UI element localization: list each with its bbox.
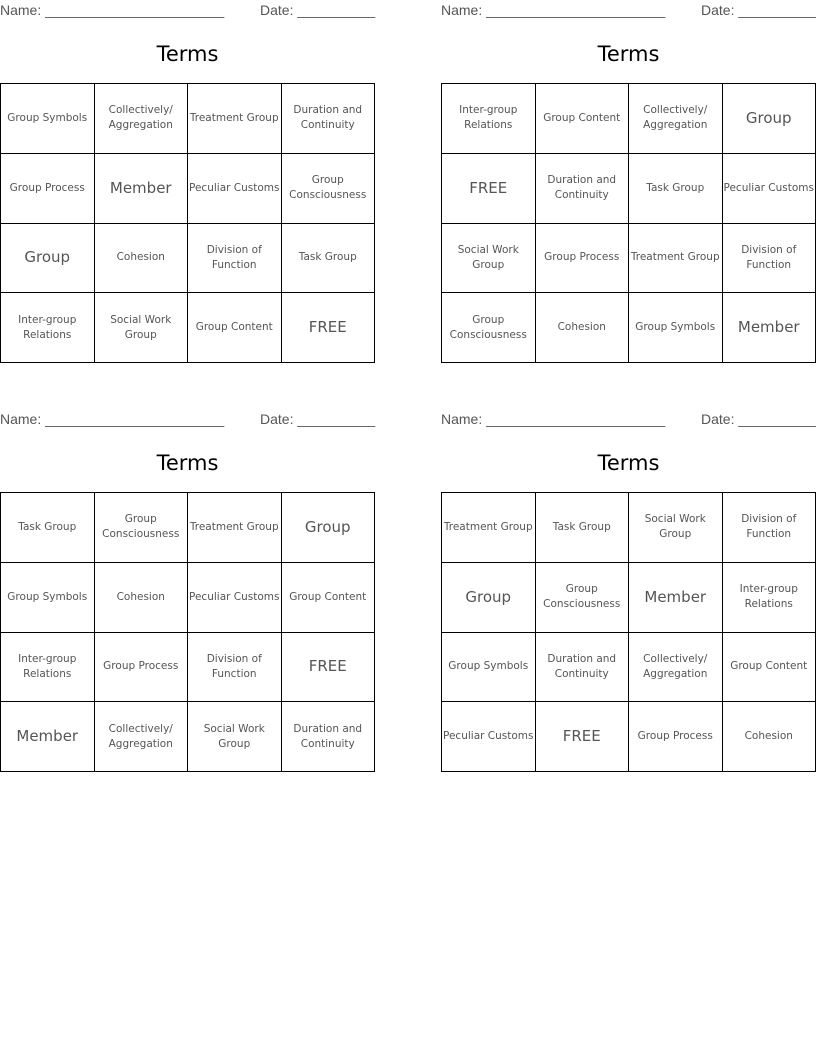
free-space-cell: FREE xyxy=(536,702,630,772)
bingo-cell: Social Work Group xyxy=(442,224,536,294)
bingo-cell: Inter-group Relations xyxy=(1,293,95,363)
free-space-cell: FREE xyxy=(282,293,376,363)
free-space-cell: FREE xyxy=(442,154,536,224)
bingo-cell: Group Process xyxy=(536,224,630,294)
bingo-cell: Peculiar Customs xyxy=(723,154,816,224)
card-title: Terms xyxy=(156,451,219,475)
name-line: Name: _______________________ xyxy=(441,2,666,18)
bingo-cell: Group Process xyxy=(95,633,189,703)
bingo-cell: Member xyxy=(629,563,723,633)
card-title: Terms xyxy=(156,42,219,66)
bingo-cell: Group Symbols xyxy=(442,633,536,703)
bingo-cell: Social Work Group xyxy=(188,702,282,772)
bingo-cell: Group Content xyxy=(536,84,630,154)
bingo-cell: Member xyxy=(95,154,189,224)
bingo-card-2 xyxy=(441,0,816,341)
bingo-cell: Group Process xyxy=(629,702,723,772)
bingo-cell: Duration and Continuity xyxy=(536,633,630,703)
bingo-cell: Group Symbols xyxy=(1,84,95,154)
date-line: Date: __________ xyxy=(701,411,816,427)
card-header xyxy=(0,0,375,24)
bingo-cell: Task Group xyxy=(629,154,723,224)
card-header xyxy=(441,409,816,433)
bingo-grid xyxy=(0,83,375,363)
name-line: Name: _______________________ xyxy=(441,411,666,427)
bingo-cell: Collectively/ Aggregation xyxy=(95,84,189,154)
date-line: Date: __________ xyxy=(260,2,376,18)
bingo-cell: Inter-group Relations xyxy=(723,563,816,633)
bingo-cell: Treatment Group xyxy=(188,84,282,154)
card-title: Terms xyxy=(597,451,660,475)
bingo-card-1 xyxy=(0,0,376,341)
free-space-cell: FREE xyxy=(282,633,376,703)
bingo-cell: Group Process xyxy=(1,154,95,224)
bingo-cell: Group Consciousness xyxy=(282,154,376,224)
bingo-cell: Group xyxy=(442,563,536,633)
bingo-grid xyxy=(441,492,816,772)
bingo-cell: Member xyxy=(723,293,816,363)
bingo-cell: Treatment Group xyxy=(188,493,282,563)
bingo-cell: Duration and Continuity xyxy=(536,154,630,224)
name-line: Name: _______________________ xyxy=(0,2,225,18)
card-title: Terms xyxy=(597,42,660,66)
bingo-cell: Social Work Group xyxy=(95,293,189,363)
bingo-cell: Group Symbols xyxy=(629,293,723,363)
bingo-cell: Group Consciousness xyxy=(95,493,189,563)
bingo-cell: Task Group xyxy=(282,224,376,294)
bingo-cell: Member xyxy=(1,702,95,772)
bingo-cell: Peculiar Customs xyxy=(188,154,282,224)
bingo-cell: Group Content xyxy=(723,633,816,703)
name-line: Name: _______________________ xyxy=(0,411,225,427)
bingo-cell: Cohesion xyxy=(723,702,816,772)
bingo-cell: Group xyxy=(282,493,376,563)
bingo-cell: Cohesion xyxy=(95,224,189,294)
date-line: Date: __________ xyxy=(701,2,816,18)
bingo-cell: Cohesion xyxy=(536,293,630,363)
bingo-cell: Cohesion xyxy=(95,563,189,633)
card-header xyxy=(0,409,375,433)
bingo-cell: Peculiar Customs xyxy=(188,563,282,633)
bingo-cell: Peculiar Customs xyxy=(442,702,536,772)
bingo-card-3 xyxy=(0,409,376,750)
bingo-card-4 xyxy=(441,409,816,746)
bingo-cell: Group Symbols xyxy=(1,563,95,633)
bingo-cell: Group Content xyxy=(282,563,376,633)
bingo-cell: Group xyxy=(723,84,816,154)
bingo-cell: Division of Function xyxy=(188,633,282,703)
bingo-cell: Treatment Group xyxy=(442,493,536,563)
bingo-cell: Division of Function xyxy=(723,224,816,294)
bingo-cell: Treatment Group xyxy=(629,224,723,294)
bingo-grid xyxy=(0,492,375,772)
bingo-cell: Inter-group Relations xyxy=(1,633,95,703)
bingo-cell: Collectively/ Aggregation xyxy=(629,633,723,703)
bingo-cell: Division of Function xyxy=(188,224,282,294)
bingo-cell: Group Consciousness xyxy=(536,563,630,633)
bingo-cell: Task Group xyxy=(536,493,630,563)
bingo-cell: Collectively/ Aggregation xyxy=(629,84,723,154)
bingo-cell: Group xyxy=(1,224,95,294)
bingo-cell: Social Work Group xyxy=(629,493,723,563)
bingo-cell: Group Consciousness xyxy=(442,293,536,363)
card-header xyxy=(441,0,816,24)
bingo-cell: Duration and Continuity xyxy=(282,702,376,772)
bingo-cell: Collectively/ Aggregation xyxy=(95,702,189,772)
bingo-cell: Division of Function xyxy=(723,493,816,563)
bingo-cell: Inter-group Relations xyxy=(442,84,536,154)
date-line: Date: __________ xyxy=(260,411,376,427)
bingo-cell: Task Group xyxy=(1,493,95,563)
bingo-cell: Duration and Continuity xyxy=(282,84,376,154)
bingo-cell: Group Content xyxy=(188,293,282,363)
bingo-grid xyxy=(441,83,816,363)
